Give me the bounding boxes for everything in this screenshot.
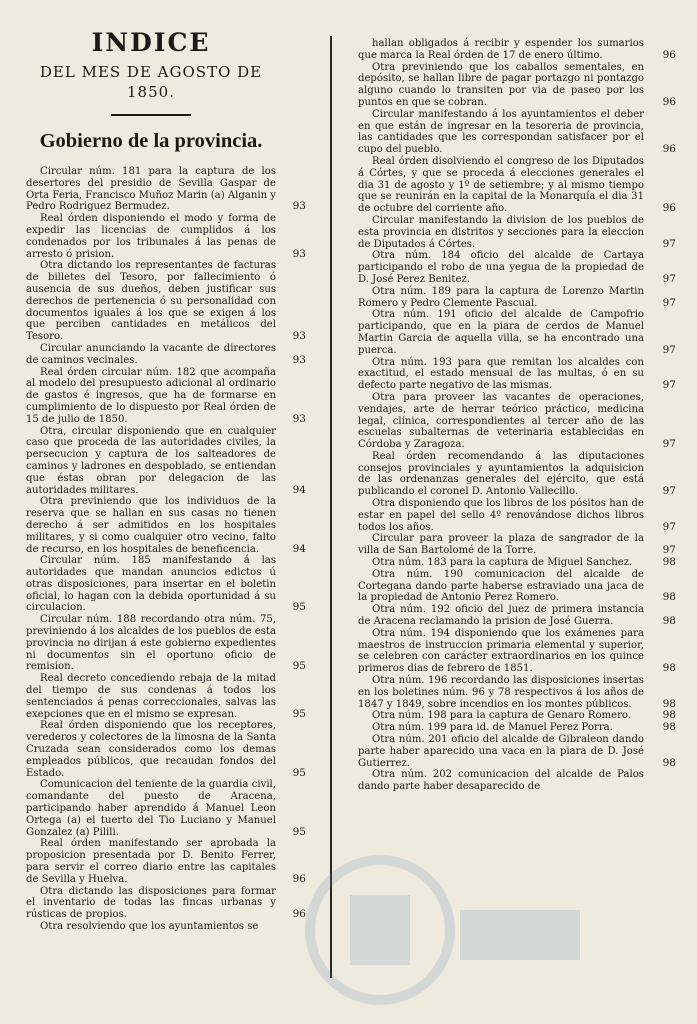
- index-entry: [26, 366, 306, 426]
- entry-text: Otra núm. 183 para la captura de Miguel Sanchez.: [372, 557, 633, 569]
- index-entry: [358, 709, 676, 722]
- index-entry: [26, 838, 306, 885]
- index-entry: [358, 721, 676, 734]
- entry-text: hallan obligados á recibir y espender los sumarios que marca la Real órden de 17 de enero último.: [358, 38, 644, 61]
- page-number: 97: [662, 237, 676, 250]
- entry-text: Real órden disponiendo el modo y forma de expedir las licencias de cumplidos á los condenados por los tribunales á las penas de arresto ó prision.: [26, 213, 276, 260]
- index-entry: [358, 285, 676, 310]
- index-entry: [358, 734, 676, 769]
- page-number: 98: [662, 756, 676, 769]
- page-number: 93: [292, 247, 306, 260]
- page-number: 95: [292, 766, 306, 779]
- index-entry: [26, 496, 306, 555]
- page-number: 93: [292, 412, 306, 425]
- page-number: 97: [662, 296, 676, 309]
- entry-text: Otra para proveer las vacantes de operaciones, vendajes, arte de herrar teórico práctico, medicina legal, clínica, correspondientes al tercer año de las escuelas subalternas de veterinaria establecidas en Córdoba y Zaragoza.: [358, 391, 644, 451]
- page-number: 96: [662, 143, 676, 156]
- index-entry: [358, 61, 676, 109]
- right-entry-list: [358, 38, 676, 793]
- index-entry: [26, 921, 276, 933]
- index-entry: [26, 720, 306, 779]
- title-rule: [111, 114, 191, 116]
- section-heading: Gobierno de la provincia.: [39, 130, 263, 152]
- page-number: 98: [662, 721, 676, 734]
- index-entry: [358, 568, 676, 604]
- entry-text: Real órden manifestando ser aprobada la proposicion presentada por D. Benito Ferrer, para servir el correo diario entre las capitales de Sevilla y Huelva.: [26, 838, 276, 885]
- entry-text: Circular manifestando la division de los pueblos de esta provincia en distritos y secciones para la eleccion de Diputados á Córtes.: [358, 214, 644, 250]
- entry-text: Otra núm. 198 para la captura de Genaro Romero.: [372, 710, 632, 722]
- entry-text: Comunicacion del teniente de la guardia civil, comandante del puesto de Aracena, participando haber aprendido á Manuel Leon Ortega (a) el tuerto del Tio Luciano y Manuel Gonzalez (a) Pilili.: [26, 779, 276, 838]
- entry-text: Otra núm. 192 oficio del juez de primera instancia de Aracena reclamando la prision de José Guerra.: [358, 604, 644, 628]
- page-number: 97: [662, 343, 676, 356]
- index-entry: [26, 260, 306, 343]
- index-entry: [358, 769, 644, 793]
- index-subtitle: DEL MES DE AGOSTO DE 1850.: [39, 63, 263, 101]
- entry-text: Circular núm. 188 recordando otra núm. 75, previniendo á los alcaldes de los pueblos de esta provincia no dirijan á este gobierno expedientes ni documentos sin el oportuno oficio de remision.: [26, 614, 276, 673]
- entry-text: Otra núm. 184 oficio del alcalde de Cartaya participando el robo de una yegua de la propiedad de D. José Perez Benitez.: [358, 250, 644, 285]
- index-entry: [358, 250, 676, 285]
- index-entry: [358, 498, 676, 533]
- index-entry: [26, 885, 306, 921]
- entry-text: Circular núm. 181 para la captura de los desertores del presidio de Sevilla Gaspar de Orta Feria, Francisco Muñoz Marin (a) Alganin y Pedro Rodriguez Bermudez.: [26, 166, 276, 213]
- entry-text: Circular núm. 185 manifestando á las autoridades que mandan anuncios edictos ú otras disposiciones, para insertar en el boletin oficial, lo hagan con la debida oportunidad á su circulacion.: [26, 555, 276, 614]
- index-entry: [358, 450, 676, 498]
- page-number: 97: [662, 544, 676, 557]
- index-entry: [26, 166, 306, 213]
- left-column: [26, 28, 306, 933]
- page-number: 95: [292, 660, 306, 673]
- index-entry: [26, 614, 306, 673]
- entry-text: Real órden disponiendo que los receptores, verederos y colectores de la limosna de la Santa Cruzada sean considerados como los demas empleados públicos, que recaudan fondos del Estado.: [26, 720, 276, 779]
- right-column: [358, 38, 676, 793]
- entry-text: Otra núm. 196 recordando las disposiciones insertas en los boletines núm. 96 y 78 respectivos á los años de 1847 y 1849, sobre incendios en los montes públicos.: [358, 675, 644, 710]
- page-number: 96: [662, 48, 676, 61]
- index-entry: [358, 38, 676, 62]
- page-number: 95: [292, 601, 306, 614]
- entry-text: Otra, circular disponiendo que en cualquier caso que proceda de las autoridades civiles, la persecucion y captura de los salteadores de caminos y ladrones en despoblado, se entiendan que éstas obran por delegacion de las autoridades militares.: [26, 425, 276, 496]
- page-number: 93: [292, 330, 306, 343]
- entry-text: Otra núm. 189 para la captura de Lorenzo Martin Romero y Pedro Clemente Pascual.: [358, 285, 644, 309]
- page-number: 93: [292, 200, 306, 213]
- page-number: 98: [662, 662, 676, 675]
- entry-text: Circular anunciando la vacante de directores de caminos vecinales.: [26, 342, 276, 366]
- entry-text: Circular manifestando á los ayuntamientos el deber en que están de ingresar en la tesoreria de provincia, las cantidades que les correspondan satisfacer por el cupo del pueblo.: [358, 108, 644, 156]
- entry-text: Otra núm. 201 oficio del alcalde de Gibraleon dando parte haber aparecido una vaca en la piara de D. José Gutierrez.: [358, 734, 644, 769]
- entry-text: Otra dictando las disposiciones para formar el inventario de todas las fincas urbanas y rústicas de propios.: [26, 885, 276, 921]
- library-stamp-watermark: [290, 820, 590, 1020]
- entry-text: Otra núm. 191 oficio del alcalde de Campofrio participando, que en la piara de cerdos de Manuel Martin Garcia de aquella villa, se ha encontrado una puerca.: [358, 309, 644, 356]
- index-entry: [358, 533, 676, 557]
- page-number: 98: [662, 697, 676, 710]
- page-number: 98: [662, 556, 676, 569]
- entry-text: Otra resolviendo que los ayuntamientos se: [40, 921, 259, 932]
- entry-text: Otra núm. 193 para que remitan los alcaldes con exactitud, el estado mensual de las multas, ó en su defecto parte negativo de las mismas.: [358, 356, 644, 392]
- entry-text: Otra núm. 194 disponiendo que los exámenes para maestros de instruccion primaria elemental y superior, se celebren con carácter extraordinarios en los quince primeros dias de febrero de 1851.: [358, 627, 644, 675]
- page-number: 97: [662, 485, 676, 498]
- entry-text: Real órden recomendando á las diputaciones consejos provinciales y ayuntamientos la adquisicion de las ordenanzas generales del ejército, que está publicando el coronel D. Antonio Vallecillo.: [358, 450, 644, 498]
- entry-text: Otra núm. 202 comunicacion del alcalde de Palos dando parte haber desaparecido de: [358, 769, 644, 793]
- index-entry: [26, 555, 306, 614]
- index-entry: [358, 675, 676, 710]
- index-entry: [358, 214, 676, 250]
- entry-text: Otra dictando los representantes de facturas de billetes del Tesoro, por fallecimiento ó ausencia de sus dueños, deben justificar sus derechos de pertenencia ó su personalidad con documentos iguales á los que se exigen á los que perciben cantidades en metálicos del Tesoro.: [26, 260, 276, 343]
- page-number: 96: [292, 908, 306, 921]
- page-number: 95: [292, 825, 306, 838]
- entry-text: Real órden disolviendo el congreso de los Diputados á Córtes, y que se proceda á elecciones generales el dia 31 de agosto y 1º de setiembre; y al mismo tiempo que se reunirán en la capital de la Monarquía el dia 31 de octubre del corriente año.: [358, 155, 644, 215]
- index-entry: [358, 108, 676, 156]
- index-entry: [358, 391, 676, 451]
- left-entry-list: [26, 166, 306, 933]
- entry-text: Otra previniendo que los individuos de la reserva que se hallan en sus casas no tienen derecho á ser admitidos en los hospitales militares, y si como cualquier otro vecino, falto de recurso, en los hospitales de beneficencia.: [26, 496, 276, 555]
- index-entry: [358, 155, 676, 215]
- page-number: 96: [662, 95, 676, 108]
- page-number: 98: [662, 615, 676, 628]
- index-entry: [26, 213, 306, 260]
- index-entry: [26, 779, 306, 838]
- entry-text: Otra disponiendo que los libros de los pósitos han de estar en papel del sello 4º renovándose dichos libros todos los años.: [358, 498, 644, 533]
- index-entry: [358, 556, 676, 569]
- index-entry: [26, 673, 306, 720]
- page-number: 94: [292, 542, 306, 555]
- entry-text: Otra previniendo que los caballos sementales, en depósito, se hallan libre de pagar portazgo ni pontazgo alguno cuando lo transiten por via de paseo por los puntos en que se cobran.: [358, 61, 644, 108]
- index-entry: [358, 604, 676, 628]
- page-number: 97: [662, 379, 676, 392]
- entry-text: Otra núm. 190 comunicacion del alcalde de Cortegana dando parte haberse estraviado una jaca de la propiedad de Antonio Perez Romero.: [358, 568, 644, 604]
- page-number: 95: [292, 707, 306, 720]
- page-number: 93: [292, 353, 306, 366]
- entry-text: Otra núm. 199 para id. de Manuel Perez Porra.: [372, 722, 613, 734]
- page-number: 96: [662, 202, 676, 215]
- page-number: 96: [292, 872, 306, 885]
- index-entry: [358, 309, 676, 356]
- page-number: 97: [662, 272, 676, 285]
- page-number: 97: [662, 520, 676, 533]
- index-entry: [358, 627, 676, 675]
- page-number: 97: [662, 438, 676, 451]
- page-number: 98: [662, 709, 676, 722]
- page-number: 98: [662, 591, 676, 604]
- entry-text: Real decreto concediendo rebaja de la mitad del tiempo de sus condenas á todos los sentenciados á penas correccionales, salvas las exepciones que en el mismo se expresan.: [26, 673, 276, 720]
- index-entry: [26, 342, 306, 367]
- index-entry: [26, 425, 306, 497]
- entry-text: Circular para proveer la plaza de sangrador de la villa de San Bartolomé de la Torre.: [358, 533, 644, 557]
- index-entry: [358, 356, 676, 392]
- index-title: INDICE: [91, 28, 211, 57]
- page-number: 94: [292, 483, 306, 496]
- entry-text: Real órden circular núm. 182 que acompaña al modelo del presupuesto adicional al ordinario de gastos é ingresos, que ha de formarse en cumplimiento de lo dispuesto por Real órden de 15 de julio de 1850.: [26, 366, 276, 425]
